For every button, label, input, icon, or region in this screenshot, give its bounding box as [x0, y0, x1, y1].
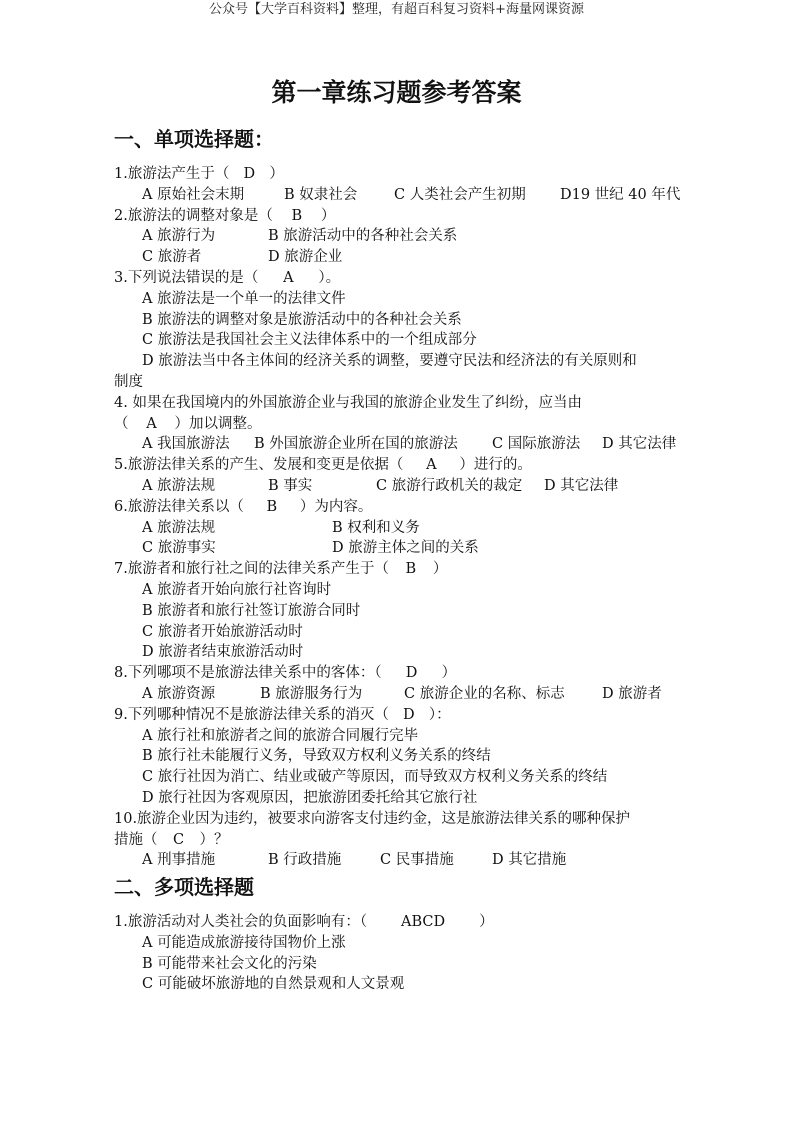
answer: C [172, 831, 185, 848]
option: D 其它法律 [602, 436, 677, 453]
question-8: 8.下列哪项不是旅游法律关系中的客体：（ D ） [114, 663, 684, 684]
option: B 权利和义务 [332, 519, 420, 536]
multi-question-1: 1.旅游活动对人类社会的负面影响有：（ ABCD ） [114, 912, 684, 933]
option: B 旅行社未能履行义务，导致双方权利义务关系的终结 [142, 748, 491, 765]
question-10: 10.旅游企业因为违约，被要求向游客支付违约金，这是旅游法律关系的哪种保护 [114, 810, 631, 827]
option: D 其它措施 [492, 852, 567, 869]
option: C 国际旅游法 [492, 436, 581, 453]
answer: A [283, 269, 294, 286]
section-heading-multiple-choice: 二、多项选择题 [114, 875, 254, 899]
option: C 旅游行政机关的裁定 [376, 477, 523, 494]
option: B 事实 [268, 477, 313, 494]
option: D 其它法律 [544, 477, 619, 494]
option: C 民事措施 [380, 852, 454, 869]
option: C 旅游者开始旅游活动时 [142, 623, 303, 640]
option: D 旅游者结束旅游活动时 [142, 644, 304, 661]
option: B 旅游法的调整对象是旅游活动中的各种社会关系 [142, 311, 462, 328]
option: A 旅游法规 [142, 477, 216, 494]
option-continuation: 制度 [114, 373, 143, 390]
option: B 外国旅游企业所在国的旅游法 [254, 436, 458, 453]
option: A 旅游者开始向旅行社咨询时 [142, 581, 332, 598]
question-9: 9.下列哪种情况不是旅游法律关系的消灭（ D ）： [114, 705, 684, 726]
answer: B [266, 498, 278, 515]
option: B 旅游者和旅行社签订旅游合同时 [142, 602, 361, 619]
page-header: 公众号【大学百科资料】整理，有超百科复习资料+海量网课资源 [209, 2, 584, 17]
option: C 可能破坏旅游地的自然景观和人文景观 [142, 976, 405, 993]
option: B 行政措施 [268, 852, 342, 869]
option: A 我国旅游法 [142, 436, 230, 453]
answer: A [426, 457, 437, 474]
page-title: 第一章练习题参考答案 [271, 78, 522, 107]
option: B 旅游活动中的各种社会关系 [268, 228, 458, 245]
option: A 旅行社和旅游者之间的旅游合同履行完毕 [142, 727, 419, 744]
option: A 旅游法是一个单一的法律文件 [142, 290, 346, 307]
question-5: 5.旅游法律关系的产生、发展和变更是依据（ A ）进行的。 [114, 455, 684, 476]
answer: B [291, 207, 303, 224]
option: A 旅游法规 [142, 519, 216, 536]
question-7: 7.旅游者和旅行社之间的法律关系产生于（ B ） [114, 559, 684, 580]
option: A 可能造成旅游接待国物价上涨 [142, 934, 346, 951]
options-row [114, 185, 684, 206]
option: C 旅游事实 [142, 540, 216, 557]
question-1: 1.旅游法产生于（ D ） [114, 164, 684, 185]
option: A 旅游资源 [142, 685, 216, 702]
option: D 旅游法当中各主体间的经济关系的调整，要遵守民法和经济法的有关原则和 [142, 353, 637, 370]
answer: B [405, 561, 417, 578]
answer: A [146, 415, 157, 432]
question-3: 3.下列说法错误的是（ A ）。 [114, 268, 684, 289]
option: D 旅游主体之间的关系 [332, 540, 479, 557]
option: D 旅游企业 [268, 249, 343, 266]
option: A 刑事措施 [142, 852, 216, 869]
multiple-choice-list [114, 912, 684, 995]
option: C 人类社会产生初期 [394, 186, 526, 203]
option: C 旅游企业的名称、标志 [404, 685, 565, 702]
section-heading-single-choice: 一、单项选择题： [114, 127, 274, 151]
option: B 可能带来社会文化的污染 [142, 955, 317, 972]
question-4: 4. 如果在我国境内的外国旅游企业与我国的旅游企业发生了纠纷，应当由 [114, 394, 582, 411]
answer: ABCD [401, 914, 446, 930]
option: D19 世纪 40 年代 [560, 186, 681, 203]
option: D 旅行社因为客观原因，把旅游团委托给其它旅行社 [142, 789, 478, 806]
single-choice-list: 1.旅游法产生于（ D ） A 原始社会末期 B 奴隶社会 C 人类社会产生初期 D19 世纪 40 年代 2.旅游法的调整对象是（ B ） A 旅游行为 B 旅游活动中的各种社会关系 C 旅游者 D 旅游企业 3.下列说法错误的是（ A ）。 A 旅游法是一个单一的法律文件 B 旅游法的调整对象是旅游活动中的各种社会关系 C 旅游法是我国社会主义法律体系中的一个组成部分 D 旅游法当中各主体间的经济关系的调整，要遵守民法和经济法的有关原则和 制度 4. 如果在我国境内的外国旅游企业与我国的旅游企业发生了纠纷，应当由 （ A ）加以调整。 A 我国旅游法 B 外国旅游企业所在国的旅游法 C 国际旅游法 D 其它法律 5.旅游法律关系的产生、发展和变更是依据（ A ）进行的。 A 旅游法规 B 事实 C 旅游行政机关的裁定 D 其它法律 6.旅游法律关系以（ B ）为内容。 A 旅游法规 B 权利和义务 C 旅游事实 D 旅游主体之间的关系 7.旅游者和旅行社之间的法律关系产生于（ B ） A 旅游者开始向旅行社咨询时 B 旅游者和旅行社签订旅游合同时 C 旅游者开始旅游活动时 D 旅游者结束旅游活动时 8.下列哪项不是旅游法律关系中的客体：（ D ） A 旅游资源 B 旅游服务行为 C 旅游企业的名称、标志 D 旅游者 9.下列哪种情况不是旅游法律关系的消灭（ D ）： A 旅行社和旅游者之间的旅游合同履行完毕 B 旅行社未能履行义务，导致双方权利义务关系的终结 C 旅行社因为消亡、结业或破产等原因，而导致双方权利义务关系的终结 D 旅行社因为客观原因，把旅游团委托给其它旅行社 10.旅游企业因为违约，被要求向游客支付违约金，这是旅游法律关系的哪种保护 措施（ C ）？ A 刑事措施 B 行政措施 C 民事措施 D 其它措施 [114, 164, 684, 871]
answer: D [403, 706, 415, 723]
option: A 旅游行为 [142, 228, 216, 245]
answer: D [243, 166, 256, 182]
option: C 旅行社因为消亡、结业或破产等原因，而导致双方权利义务关系的终结 [142, 769, 608, 786]
question-2: 2.旅游法的调整对象是（ B ） [114, 206, 684, 227]
option: B 旅游服务行为 [260, 685, 363, 702]
answer: D [405, 665, 418, 682]
option: B 奴隶社会 [284, 186, 358, 203]
option: C 旅游法是我国社会主义法律体系中的一个组成部分 [142, 332, 477, 349]
option: C 旅游者 [142, 249, 202, 266]
option: A 原始社会末期 [142, 186, 245, 203]
option: D 旅游者 [602, 685, 662, 702]
question-6: 6.旅游法律关系以（ B ）为内容。 [114, 497, 684, 518]
